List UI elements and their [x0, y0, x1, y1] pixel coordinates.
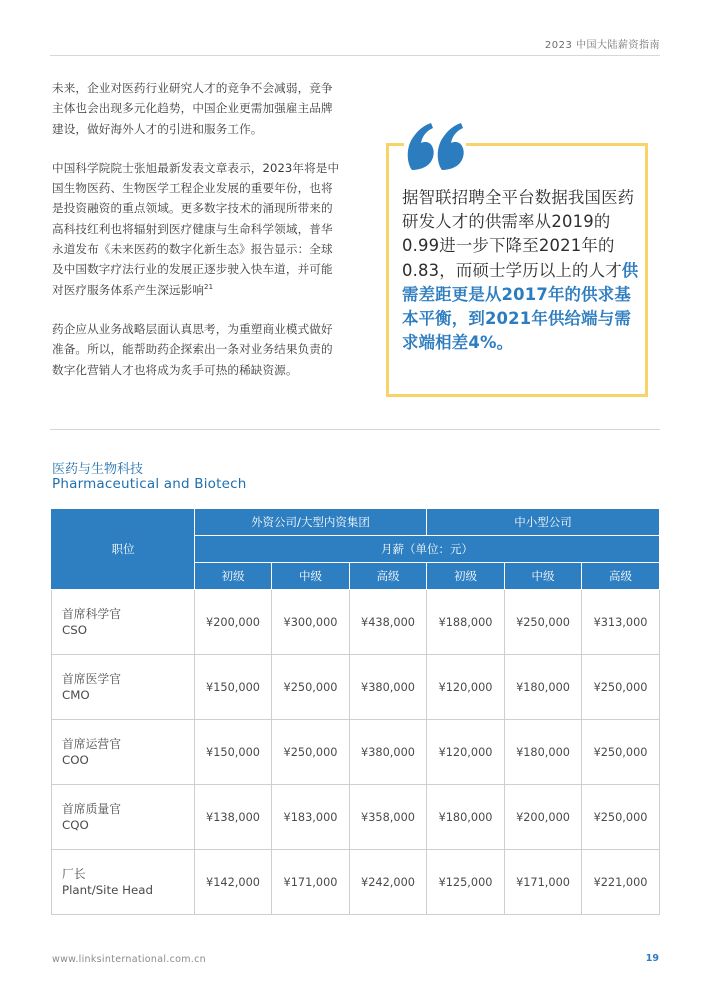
monthly-salary-unit-header: 月薪（单位：元） [195, 536, 660, 563]
salary-cell: ¥221,000 [582, 850, 660, 915]
salary-cell: ¥313,000 [582, 590, 660, 655]
salary-cell: ¥250,000 [582, 720, 660, 785]
paragraph-digital-trends [52, 158, 344, 300]
level-header: 中级 [272, 563, 350, 590]
salary-cell: ¥120,000 [427, 655, 505, 720]
section-title-en: Pharmaceutical and Biotech [52, 476, 247, 492]
footer-website-link[interactable]: www.linksinternational.com.cn [52, 954, 206, 965]
quote-text-highlight: 供需差距更是从2017年的供求基本平衡，到2021年供给端与需求端相差4%。 [402, 260, 639, 353]
left-text-column [52, 78, 344, 399]
quote-text-plain: 据智联招聘全平台数据我国医药研发人才的供需率从2019的0.99进一步下降至2021年的0.83，而硕士学历以上的人才 [402, 188, 635, 280]
page-header-title: 2023 中国大陆薪资指南 [544, 40, 660, 51]
level-header: 初级 [427, 563, 505, 590]
role-name-en: CMO [62, 688, 90, 702]
table-row [52, 850, 660, 915]
role-column-header: 职位 [52, 509, 195, 590]
salary-cell: ¥125,000 [427, 850, 505, 915]
section-title-cn: 医药与生物科技 [52, 462, 144, 477]
table-row [52, 720, 660, 785]
salary-cell: ¥242,000 [350, 850, 427, 915]
group-header-large-companies: 外资公司/大型内资集团 [195, 509, 427, 536]
table-row [52, 655, 660, 720]
role-name-cn: 首席科学官 [62, 607, 121, 621]
header-divider [50, 55, 660, 56]
role-cell [52, 785, 195, 850]
salary-cell: ¥180,000 [427, 785, 505, 850]
paragraph-digital-trends-text: 中国科学院院士张旭最新发表文章表示，2023年将是中国生物医药、生物医学工程企业发展的重要年份，也将是投资融资的重点领域。更多数字技术的涌现所带来的高科技红利也将辐射到医疗健康与生命科学领域，普华永道发布《未来医药的数字化新生态》报告显示：全球及中国数字疗法行业的发展正逐步驶入快车道，并可能对医疗服务体系产生深远影响 [52, 160, 340, 297]
salary-table [51, 508, 660, 915]
salary-cell: ¥250,000 [582, 655, 660, 720]
level-header: 中级 [505, 563, 582, 590]
salary-cell: ¥150,000 [195, 720, 272, 785]
salary-cell: ¥180,000 [505, 655, 582, 720]
footnote-marker: 21 [204, 282, 214, 291]
quote-text [402, 186, 642, 355]
salary-cell: ¥250,000 [272, 655, 350, 720]
role-name-cn: 厂长 [62, 867, 86, 881]
salary-cell: ¥188,000 [427, 590, 505, 655]
paragraph-competition: 未来，企业对医药行业研究人才的竞争不会减弱，竞争主体也会出现多元化趋势，中国企业更需加强雇主品牌建设，做好海外人才的引进和服务工作。 [52, 81, 333, 136]
salary-cell: ¥183,000 [272, 785, 350, 850]
level-header: 高级 [582, 563, 660, 590]
role-name-cn: 首席质量官 [62, 802, 121, 816]
salary-cell: ¥171,000 [272, 850, 350, 915]
role-name-en: CQO [62, 818, 89, 832]
salary-cell: ¥200,000 [195, 590, 272, 655]
salary-cell: ¥138,000 [195, 785, 272, 850]
salary-cell: ¥250,000 [582, 785, 660, 850]
role-name-en: Plant/Site Head [62, 883, 153, 897]
level-header: 初级 [195, 563, 272, 590]
section-divider [50, 429, 660, 430]
salary-cell: ¥300,000 [272, 590, 350, 655]
page-number: 19 [645, 953, 659, 964]
table-row [52, 785, 660, 850]
role-cell [52, 590, 195, 655]
role-name-en: COO [62, 753, 89, 767]
salary-cell: ¥142,000 [195, 850, 272, 915]
salary-cell: ¥250,000 [272, 720, 350, 785]
level-header: 高级 [350, 563, 427, 590]
salary-cell: ¥150,000 [195, 655, 272, 720]
role-name-en: CSO [62, 623, 88, 637]
salary-cell: ¥438,000 [350, 590, 427, 655]
role-cell [52, 655, 195, 720]
paragraph-digital-marketing: 药企应从业务战略层面认真思考，为重塑商业模式做好准备。所以，能帮助药企探索出一条对业务结果负责的数字化营销人才也将成为炙手可热的稀缺资源。 [52, 321, 333, 377]
quote-icon [404, 112, 466, 176]
salary-cell: ¥358,000 [350, 785, 427, 850]
salary-cell: ¥380,000 [350, 655, 427, 720]
salary-cell: ¥250,000 [505, 590, 582, 655]
salary-cell: ¥120,000 [427, 720, 505, 785]
salary-cell: ¥171,000 [505, 850, 582, 915]
role-name-cn: 首席运营官 [62, 737, 121, 751]
role-cell [52, 720, 195, 785]
group-header-small-companies: 中小型公司 [427, 509, 660, 536]
salary-cell: ¥200,000 [505, 785, 582, 850]
role-cell [52, 850, 195, 915]
role-name-cn: 首席医学官 [62, 672, 121, 686]
salary-cell: ¥380,000 [350, 720, 427, 785]
salary-cell: ¥180,000 [505, 720, 582, 785]
table-row [52, 590, 660, 655]
